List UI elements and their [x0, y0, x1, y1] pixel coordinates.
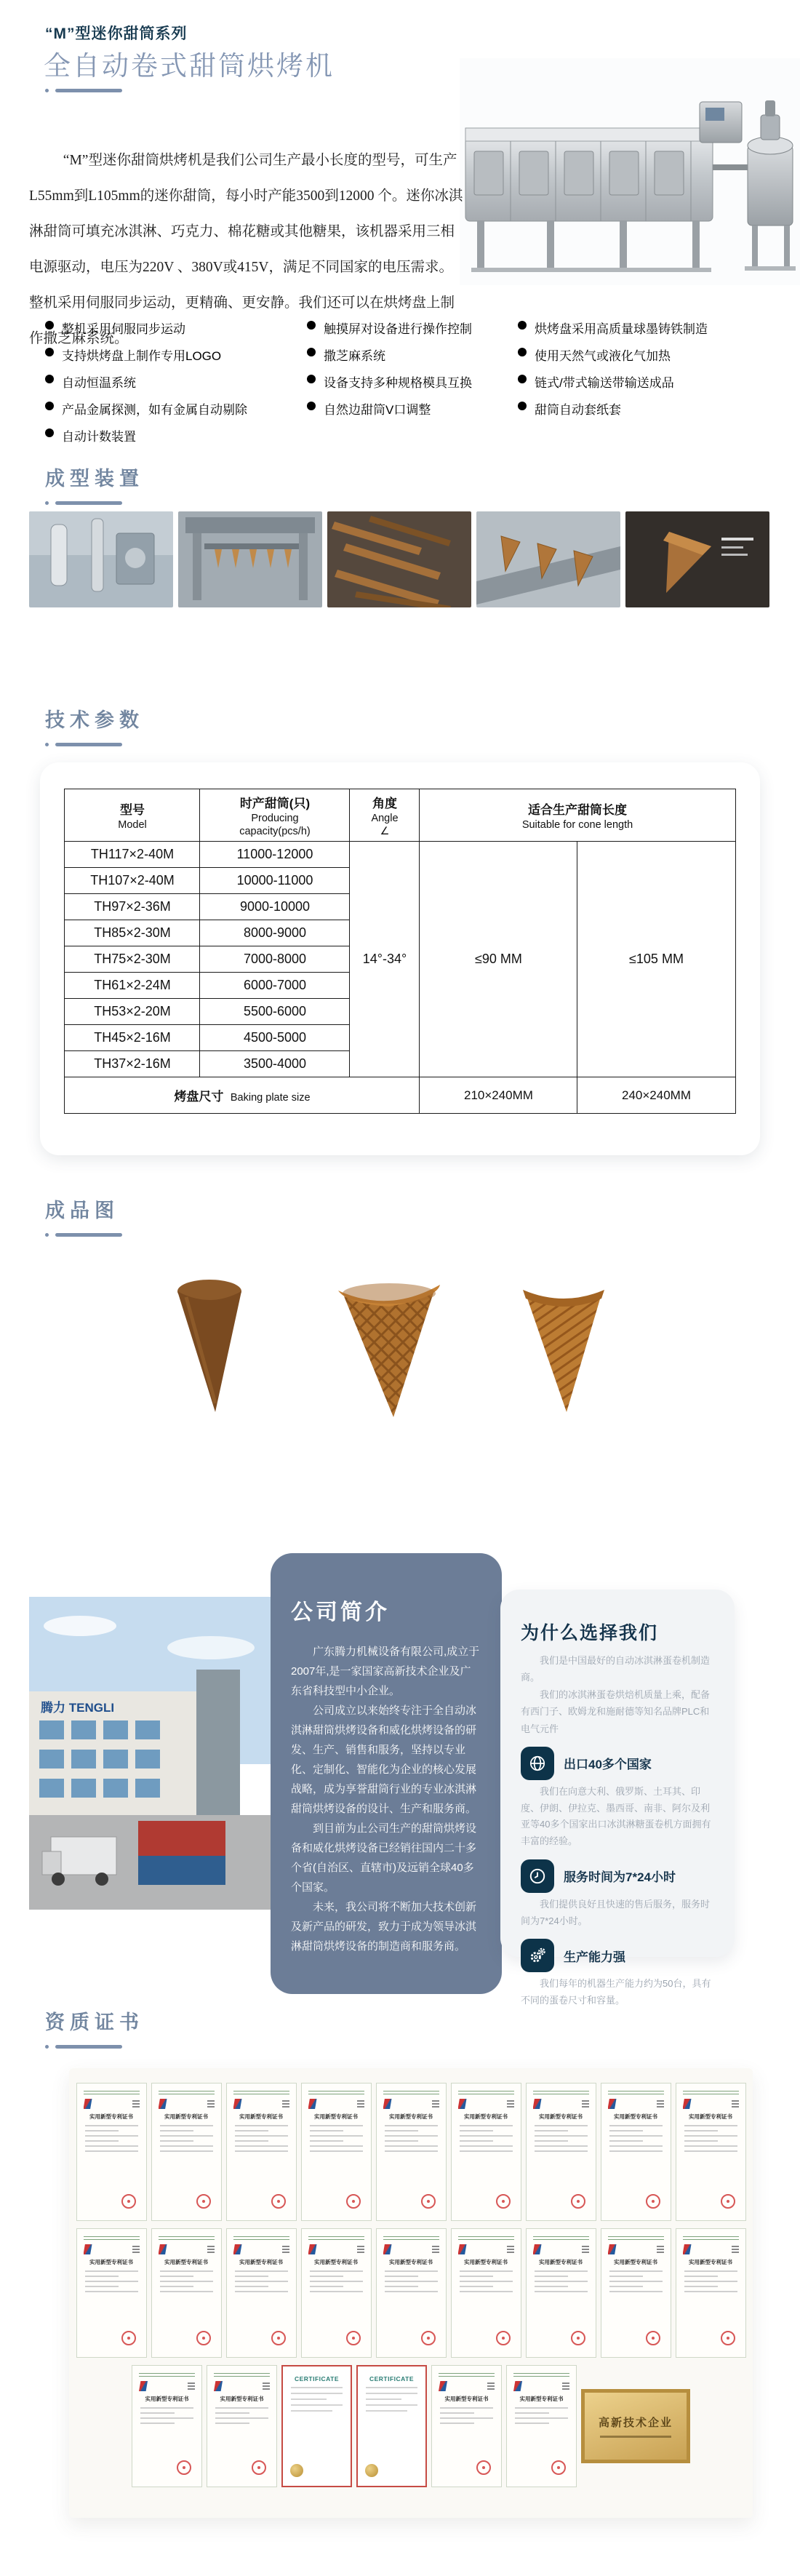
cnipa-logo-icon [458, 2244, 467, 2254]
factory-photo[interactable] [29, 1597, 271, 1910]
cnipa-logo-icon [608, 2244, 617, 2254]
qr-code-icon [657, 2100, 664, 2108]
page-title: 全自动卷式甜筒烘烤机 [44, 51, 335, 81]
patent-certificate-thumbnail[interactable] [151, 2083, 222, 2221]
certificate-row3-group-a [132, 2365, 277, 2487]
feature-bullet-list [45, 319, 780, 453]
certificate-title: 实用新型专利证书 [164, 2113, 208, 2120]
forming-photo-4[interactable] [476, 511, 620, 607]
bullet-dot-icon [307, 348, 316, 356]
col-header-capacity: 时产甜筒(只) Producing capacity(pcs/h) [200, 789, 350, 842]
patent-certificate-thumbnail[interactable] [676, 2228, 746, 2358]
red-seal-icon [196, 2331, 211, 2345]
patent-certificate-thumbnail[interactable] [301, 2083, 372, 2221]
product-photo-sugar-cone[interactable] [491, 1264, 636, 1426]
feature-item [307, 319, 518, 346]
feature-item [45, 319, 307, 346]
bullet-dot-icon [45, 428, 54, 437]
company-intro-panel [271, 1553, 502, 1994]
red-seal-icon [346, 2331, 361, 2345]
qr-code-icon [432, 2246, 439, 2253]
bullet-dot-icon [307, 375, 316, 383]
feature-item-label: 撒芝麻系统 [324, 349, 385, 363]
feature-item-label: 烘烤盘采用高质量球墨铸铁制造 [535, 322, 708, 336]
feature-item [45, 426, 307, 453]
certificate-title: 实用新型专利证书 [689, 2259, 732, 2265]
cnipa-logo-icon [608, 2099, 617, 2109]
certificate-title: 实用新型专利证书 [519, 2396, 564, 2402]
feature-item-label: 整机采用伺服同步运动 [62, 322, 185, 336]
forming-gallery [29, 511, 771, 607]
why-choose-us-panel [500, 1590, 735, 2006]
feature-item [307, 399, 518, 426]
english-certificate-thumbnail[interactable] [281, 2365, 352, 2487]
red-seal-icon [646, 2331, 660, 2345]
company-paragraph-3: 到目前为止公司生产的甜筒烘烤设备和威化烘烤设备已经销往国内二十多个省(自治区、直辖市)及远销全球40多个国家。 [291, 1822, 477, 1894]
cnipa-logo-icon [214, 2381, 223, 2391]
capacity-cell: 10000-11000 [200, 868, 350, 894]
model-cell: TH107×2-40M [65, 868, 200, 894]
qr-code-icon [582, 2100, 589, 2108]
capacity-cell: 7000-8000 [200, 946, 350, 973]
certificate-row3-group-b [431, 2365, 577, 2487]
feature-item [45, 372, 307, 399]
qr-code-icon [263, 2382, 270, 2390]
certificate-ornament [458, 2091, 514, 2094]
patent-certificate-thumbnail[interactable] [151, 2228, 222, 2358]
certificate-ornament [439, 2373, 495, 2377]
tech-underline [45, 743, 144, 746]
red-seal-icon [496, 2331, 511, 2345]
feature-item [307, 346, 518, 372]
cnipa-logo-icon [308, 2099, 317, 2109]
certificate-doc-title: CERTIFICATE [369, 2375, 415, 2382]
certificate-title: 实用新型专利证书 [314, 2113, 358, 2120]
why-feature-text: 我们每年的机器生产能力约为50台，具有不同的蛋卷尺寸和容量。 [521, 1978, 711, 2006]
model-cell: TH53×2-20M [65, 999, 200, 1025]
red-seal-icon [476, 2460, 491, 2475]
certificate-ornament [683, 2236, 739, 2240]
qr-code-icon [357, 2100, 364, 2108]
feature-column-2 [307, 319, 518, 453]
factory-brand-sign: 腾力 TENGLI [41, 1701, 115, 1715]
qr-code-icon [487, 2382, 495, 2390]
certificate-row-3 [81, 2365, 741, 2487]
bullet-dot-icon [45, 348, 54, 356]
cnipa-logo-icon [683, 2099, 692, 2109]
certificate-title: 实用新型专利证书 [314, 2259, 358, 2265]
certificate-title: 实用新型专利证书 [444, 2396, 489, 2402]
patent-certificate-thumbnail[interactable] [451, 2228, 521, 2358]
model-cell: TH61×2-24M [65, 973, 200, 999]
cnipa-logo-icon [683, 2244, 692, 2254]
certificate-ornament [608, 2091, 664, 2094]
patent-certificate-thumbnail[interactable] [301, 2228, 372, 2358]
globe-icon [521, 1747, 554, 1780]
capacity-cell: 5500-6000 [200, 999, 350, 1025]
certificate-ornament [513, 2373, 569, 2377]
certificate-title: 实用新型专利证书 [89, 2259, 133, 2265]
patent-certificate-thumbnail[interactable] [376, 2228, 447, 2358]
why-feature-text: 我们提供良好且快速的售后服务，服务时间为7*24小时。 [521, 1898, 711, 1926]
certificate-ornament [84, 2091, 140, 2094]
patent-certificate-thumbnail[interactable] [451, 2083, 521, 2221]
patent-certificate-thumbnail[interactable] [376, 2083, 447, 2221]
plaque-title: 高新技术企业 [598, 2417, 673, 2429]
feature-item [45, 346, 307, 372]
certs-section-title: 资质证书 [45, 2011, 144, 2033]
forming-section-heading [45, 463, 144, 505]
certificates-panel [69, 2068, 753, 2518]
red-seal-icon [421, 2194, 436, 2209]
product-photo-chocolate-cone[interactable] [142, 1264, 287, 1426]
cnipa-logo-icon [139, 2381, 148, 2391]
capacity-cell: 11000-12000 [200, 842, 350, 868]
feature-item-label: 支持烘烤盘上制作专用LOGO [62, 349, 222, 363]
table-header-row [65, 789, 735, 842]
certificate-row-2 [81, 2228, 741, 2358]
bullet-dot-icon [45, 375, 54, 383]
certificate-title: 实用新型专利证书 [464, 2113, 508, 2120]
certificate-ornament [233, 2236, 289, 2240]
patent-certificate-thumbnail[interactable] [526, 2083, 596, 2221]
qr-code-icon [562, 2382, 569, 2390]
patent-certificate-thumbnail[interactable] [132, 2365, 202, 2487]
col-header-model: 型号 Model [65, 789, 200, 842]
qr-code-icon [282, 2100, 289, 2108]
qr-code-icon [657, 2246, 664, 2253]
why-feature-title: 服务时间为7*24小时 [564, 1870, 676, 1885]
feature-item-label: 链式/带式输送带输送成品 [535, 376, 674, 390]
red-seal-icon [177, 2460, 191, 2475]
forming-photo-2[interactable] [178, 511, 322, 607]
certs-section-heading [45, 2006, 144, 2049]
intro-wrap-spacer [464, 143, 799, 287]
certificate-title: 实用新型专利证书 [145, 2396, 189, 2402]
why-paragraph-1: 我们是中国最好的自动冰淇淋蛋卷机制造商。 [521, 1655, 711, 1683]
tech-spec-table [64, 789, 735, 1114]
series-title: “M”型迷你甜筒系列 [45, 25, 188, 42]
certificate-ornament [533, 2091, 589, 2094]
cnipa-logo-icon [533, 2099, 542, 2109]
forming-section-title: 成型装置 [45, 468, 144, 490]
intro-text: “M”型迷你甜筒烘烤机是我们公司生产最小长度的型号，可生产 L55mm到L105mm的迷你甜筒，每小时产能3500到12000 个。迷你冰淇淋甜筒可填充冰淇淋、巧克力、棉花糖或其他糖果，该机器采用三相电源驱动，电压为220V 、380V或415V，满足不同国家的电压需求。整机采用伺服同步运动，更精确、更安静。我们还可以在烘烤盘上制作撒芝麻系统。 [29, 153, 463, 346]
certificate-title: 实用新型专利证书 [614, 2113, 657, 2120]
red-seal-icon [346, 2194, 361, 2209]
certificate-title: 实用新型专利证书 [539, 2113, 583, 2120]
certificate-ornament [533, 2236, 589, 2240]
certificate-ornament [458, 2236, 514, 2240]
capacity-cell: 6000-7000 [200, 973, 350, 999]
certificate-ornament [84, 2236, 140, 2240]
certificate-title: 实用新型专利证书 [389, 2113, 433, 2120]
certificate-title: 实用新型专利证书 [464, 2259, 508, 2265]
cnipa-logo-icon [513, 2381, 522, 2391]
patent-certificate-thumbnail[interactable] [431, 2365, 502, 2487]
angle-value-cell: 14°-34° [350, 842, 420, 1077]
red-seal-icon [252, 2460, 266, 2475]
patent-certificate-thumbnail[interactable] [676, 2083, 746, 2221]
company-paragraph-4: 未来，我公司将不断加大技术创新及新产品的研发，致力于成为领导冰淇淋甜筒烘烤设备的制造商和服务商。 [291, 1901, 477, 1953]
why-title: 为什么选择我们 [521, 1623, 659, 1643]
products-section-heading [45, 1195, 122, 1237]
company-paragraph-2: 公司成立以来始终专注于全自动冰淇淋甜筒烘烤设备和威化烘烤设备的研发、生产、销售和服务，坚持以专业化、定制化、智能化为企业的核心发展战略，成为享誉甜筒行业的专业冰淇淋甜筒烘烤设备的设计、生产和服务商。 [291, 1704, 477, 1815]
red-seal-icon [196, 2194, 211, 2209]
capacity-cell: 9000-10000 [200, 894, 350, 920]
cnipa-logo-icon [439, 2381, 447, 2391]
gold-seal-icon [365, 2464, 378, 2477]
why-paragraph-2: 我们的冰淇淋蛋卷烘焙机质量上乘，配备有西门子、欧姆龙和施耐德等知名品牌PLC和电气元件 [521, 1688, 711, 1734]
certs-underline [45, 2045, 144, 2049]
why-feature-title: 生产能力强 [564, 1950, 625, 1964]
feature-column-1 [45, 319, 307, 453]
forming-photo-3[interactable] [327, 511, 471, 607]
product-photo-waffle-cone[interactable] [316, 1264, 462, 1426]
certificate-title: 实用新型专利证书 [89, 2113, 133, 2120]
cnipa-logo-icon [233, 2099, 242, 2109]
why-feature-service [521, 1859, 714, 1930]
why-feature-export [521, 1747, 714, 1850]
gears-icon [521, 1939, 554, 1972]
patent-certificate-thumbnail[interactable] [226, 2228, 297, 2358]
patent-certificate-thumbnail[interactable] [207, 2365, 277, 2487]
bullet-dot-icon [518, 375, 527, 383]
patent-certificate-thumbnail[interactable] [76, 2228, 147, 2358]
model-cell: TH37×2-16M [65, 1051, 200, 1077]
why-feature-capacity [521, 1939, 714, 2009]
qr-code-icon [507, 2246, 514, 2253]
tech-section-heading [45, 704, 144, 746]
qr-code-icon [582, 2246, 589, 2253]
certificate-ornament [608, 2236, 664, 2240]
patent-certificate-thumbnail[interactable] [526, 2228, 596, 2358]
gold-seal-icon [290, 2464, 303, 2477]
qr-code-icon [732, 2100, 739, 2108]
certificate-row-1 [81, 2083, 741, 2221]
qr-code-icon [207, 2100, 215, 2108]
cone-length-90-cell: ≤90 MM [420, 842, 577, 1077]
certificate-ornament [308, 2236, 364, 2240]
company-paragraph-1: 广东腾力机械设备有限公司,成立于2007年,是一家国家高新技术企业及广东省科技型中小企业。 [291, 1646, 480, 1697]
feature-item-label: 设备支持多种规格模具互换 [324, 376, 472, 390]
feature-item [518, 346, 780, 372]
table-row [65, 842, 735, 868]
cnipa-logo-icon [458, 2099, 467, 2109]
feature-item [518, 319, 780, 346]
product-gallery [142, 1264, 636, 1426]
cnipa-logo-icon [159, 2099, 167, 2109]
qr-code-icon [188, 2382, 195, 2390]
cnipa-logo-icon [533, 2244, 542, 2254]
feature-item-label: 产品金属探测，如有金属自动剔除 [62, 403, 247, 417]
forming-photo-5[interactable] [625, 511, 769, 607]
why-feature-title: 出口40多个国家 [564, 1758, 652, 1772]
cone-length-105-cell: ≤105 MM [577, 842, 735, 1077]
certificate-title: 实用新型专利证书 [164, 2259, 208, 2265]
bullet-dot-icon [518, 402, 527, 410]
qr-code-icon [132, 2100, 140, 2108]
baking-plate-row [65, 1077, 735, 1114]
cnipa-logo-icon [233, 2244, 242, 2254]
capacity-cell: 3500-4000 [200, 1051, 350, 1077]
bullet-dot-icon [307, 402, 316, 410]
red-seal-icon [271, 2331, 286, 2345]
cnipa-logo-icon [84, 2244, 92, 2254]
capacity-cell: 8000-9000 [200, 920, 350, 946]
qr-code-icon [357, 2246, 364, 2253]
high-tech-enterprise-plaque[interactable] [581, 2389, 690, 2463]
red-seal-icon [271, 2194, 286, 2209]
bullet-dot-icon [45, 321, 54, 330]
red-seal-icon [571, 2331, 585, 2345]
certificate-doc-title: CERTIFICATE [294, 2375, 340, 2382]
forming-photo-1[interactable] [29, 511, 173, 607]
feature-item-label: 自动恒温系统 [62, 376, 136, 390]
english-certificate-thumbnail[interactable] [356, 2365, 427, 2487]
red-seal-icon [721, 2194, 735, 2209]
certificate-ornament [233, 2091, 289, 2094]
bullet-dot-icon [45, 402, 54, 410]
model-cell: TH45×2-16M [65, 1025, 200, 1051]
tech-table-card [40, 762, 760, 1155]
certificate-ornament [308, 2091, 364, 2094]
feature-item [518, 372, 780, 399]
red-seal-icon [721, 2331, 735, 2345]
title-underline [45, 89, 122, 92]
col-header-angle: 角度 Angle ∠ [350, 789, 420, 842]
feature-item [307, 372, 518, 399]
feature-item-label: 触摸屏对设备进行操作控制 [324, 322, 472, 336]
tech-section-title: 技术参数 [45, 709, 144, 731]
qr-code-icon [732, 2246, 739, 2253]
cnipa-logo-icon [84, 2099, 92, 2109]
certificate-ornament [139, 2373, 195, 2377]
red-seal-icon [571, 2194, 585, 2209]
cnipa-logo-icon [383, 2099, 392, 2109]
feature-column-3 [518, 319, 780, 453]
feature-item-label: 使用天然气或液化气加热 [535, 349, 671, 363]
products-section-title: 成品图 [45, 1200, 119, 1221]
cnipa-logo-icon [159, 2244, 167, 2254]
qr-code-icon [507, 2100, 514, 2108]
clock-icon [521, 1859, 554, 1893]
model-cell: TH117×2-40M [65, 842, 200, 868]
certificate-ornament [383, 2236, 439, 2240]
qr-code-icon [207, 2246, 215, 2253]
certificate-title: 实用新型专利证书 [220, 2396, 264, 2402]
certificate-ornament [159, 2236, 215, 2240]
certificate-ornament [683, 2091, 739, 2094]
feature-item-label: 甜筒自动套纸套 [535, 403, 621, 417]
company-panel-title: 公司简介 [291, 1600, 390, 1624]
feature-item [45, 399, 307, 426]
certificate-title: 实用新型专利证书 [389, 2259, 433, 2265]
red-seal-icon [121, 2331, 136, 2345]
products-underline [45, 1233, 122, 1237]
feature-item-label: 自动计数装置 [62, 430, 136, 444]
forming-underline [45, 501, 144, 505]
patent-certificate-thumbnail[interactable] [506, 2365, 577, 2487]
patent-certificate-thumbnail[interactable] [226, 2083, 297, 2221]
baking-plate-size-2: 240×240MM [577, 1077, 735, 1114]
certificate-title: 实用新型专利证书 [689, 2113, 732, 2120]
red-seal-icon [421, 2331, 436, 2345]
bullet-dot-icon [518, 321, 527, 330]
qr-code-icon [282, 2246, 289, 2253]
plaque-line [600, 2436, 671, 2438]
feature-item-label: 自然边甜筒V口调整 [324, 403, 431, 417]
cnipa-logo-icon [383, 2244, 392, 2254]
certificate-ornament [159, 2091, 215, 2094]
model-cell: TH85×2-30M [65, 920, 200, 946]
red-seal-icon [496, 2194, 511, 2209]
red-seal-icon [121, 2194, 136, 2209]
baking-plate-size-1: 210×240MM [420, 1077, 577, 1114]
cnipa-logo-icon [308, 2244, 317, 2254]
capacity-cell: 4500-5000 [200, 1025, 350, 1051]
bullet-dot-icon [307, 321, 316, 330]
certificate-ornament [383, 2091, 439, 2094]
qr-code-icon [132, 2246, 140, 2253]
patent-certificate-thumbnail[interactable] [601, 2083, 671, 2221]
feature-item [518, 399, 780, 426]
certificate-title: 实用新型专利证书 [239, 2113, 283, 2120]
why-feature-text: 我们在向意大利、俄罗斯、土耳其、印度、伊朗、伊拉克、墨西哥、南非、阿尔及利亚等40多个国家出口冰淇淋糖蛋卷机方面拥有丰富的经验。 [521, 1785, 711, 1847]
certificate-title: 实用新型专利证书 [539, 2259, 583, 2265]
model-cell: TH75×2-30M [65, 946, 200, 973]
bullet-dot-icon [518, 348, 527, 356]
qr-code-icon [432, 2100, 439, 2108]
patent-certificate-thumbnail[interactable] [76, 2083, 147, 2221]
certificate-ornament [214, 2373, 270, 2377]
red-seal-icon [646, 2194, 660, 2209]
model-cell: TH97×2-36M [65, 894, 200, 920]
baking-plate-label: 烤盘尺寸 Baking plate size [65, 1077, 420, 1114]
certificate-title: 实用新型专利证书 [239, 2259, 283, 2265]
certificate-title: 实用新型专利证书 [614, 2259, 657, 2265]
red-seal-icon [551, 2460, 566, 2475]
patent-certificate-thumbnail[interactable] [601, 2228, 671, 2358]
col-header-cone-length: 适合生产甜筒长度 Suitable for cone length [420, 789, 735, 842]
